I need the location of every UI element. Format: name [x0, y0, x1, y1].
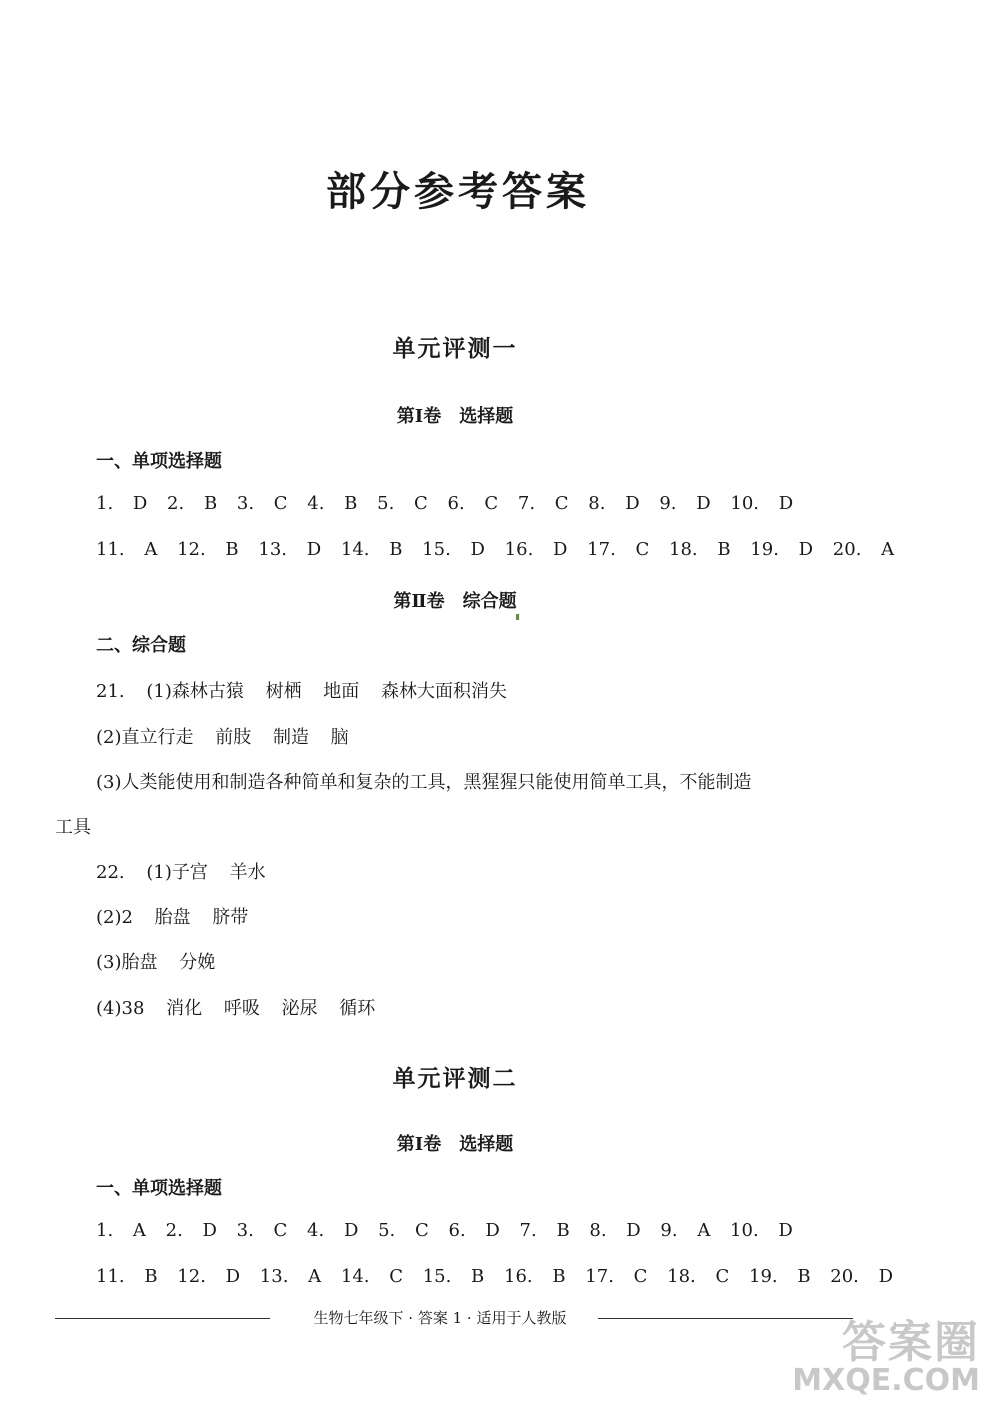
- unit-1-section-1-label: 一、单项选择题: [96, 451, 222, 472]
- unit-2-mc-row-2: 11. B 12. D 13. A 14. C 15. B 16. B 17. C 18. C 19. B 20. D: [96, 1266, 894, 1287]
- unit-1-section-2-label: 二、综合题: [96, 635, 186, 656]
- watermark: [792, 1317, 980, 1398]
- answer-line: (2)直立行走 前肢 制造 脑: [96, 727, 349, 748]
- footer-rule-left: [55, 1318, 270, 1319]
- unit-2-mc-row-1: 1. A 2. D 3. C 4. D 5. C 6. D 7. B 8. D 9. A 10. D: [96, 1220, 793, 1241]
- watermark-line-1: 答案圈: [842, 1317, 980, 1368]
- page-footer: 生物七年级下 · 答案 1 · 适用于人教版: [313, 1309, 567, 1327]
- stray-mark: [516, 614, 519, 620]
- answer-line: (4)38 消化 呼吸 泌尿 循环: [96, 998, 376, 1019]
- footer-rule-right: [598, 1318, 853, 1319]
- unit-1-mc-row-1: 1. D 2. B 3. C 4. B 5. C 6. C 7. C 8. D 9. D 10. D: [96, 493, 794, 514]
- watermark-line-2: MXQE.COM: [792, 1363, 980, 1398]
- answer-line: 21. (1)森林古猿 树栖 地面 森林大面积消失: [96, 681, 508, 702]
- unit-2-section-1-label: 一、单项选择题: [96, 1178, 222, 1199]
- unit-1-part-2-title: 第Ⅱ卷 综合题: [393, 591, 517, 612]
- unit-1-mc-row-2: 11. A 12. B 13. D 14. B 15. D 16. D 17. C 18. B 19. D 20. A: [96, 539, 895, 560]
- unit-2-title: 单元评测二: [392, 1065, 518, 1092]
- unit-1-part-1-title: 第Ⅰ卷 选择题: [396, 406, 514, 427]
- answer-line: 22. (1)子宫 羊水: [96, 862, 266, 883]
- answer-line: (2)2 胎盘 脐带: [96, 907, 249, 928]
- answer-line: (3)胎盘 分娩: [96, 952, 216, 973]
- answer-line: (3)人类能使用和制造各种简单和复杂的工具，黑猩猩只能使用简单工具，不能制造: [96, 772, 752, 793]
- unit-2-part-1-title: 第Ⅰ卷 选择题: [396, 1134, 514, 1155]
- answer-line: 工具: [55, 817, 91, 838]
- unit-1-title: 单元评测一: [392, 335, 518, 362]
- page-title: 部分参考答案: [326, 168, 590, 215]
